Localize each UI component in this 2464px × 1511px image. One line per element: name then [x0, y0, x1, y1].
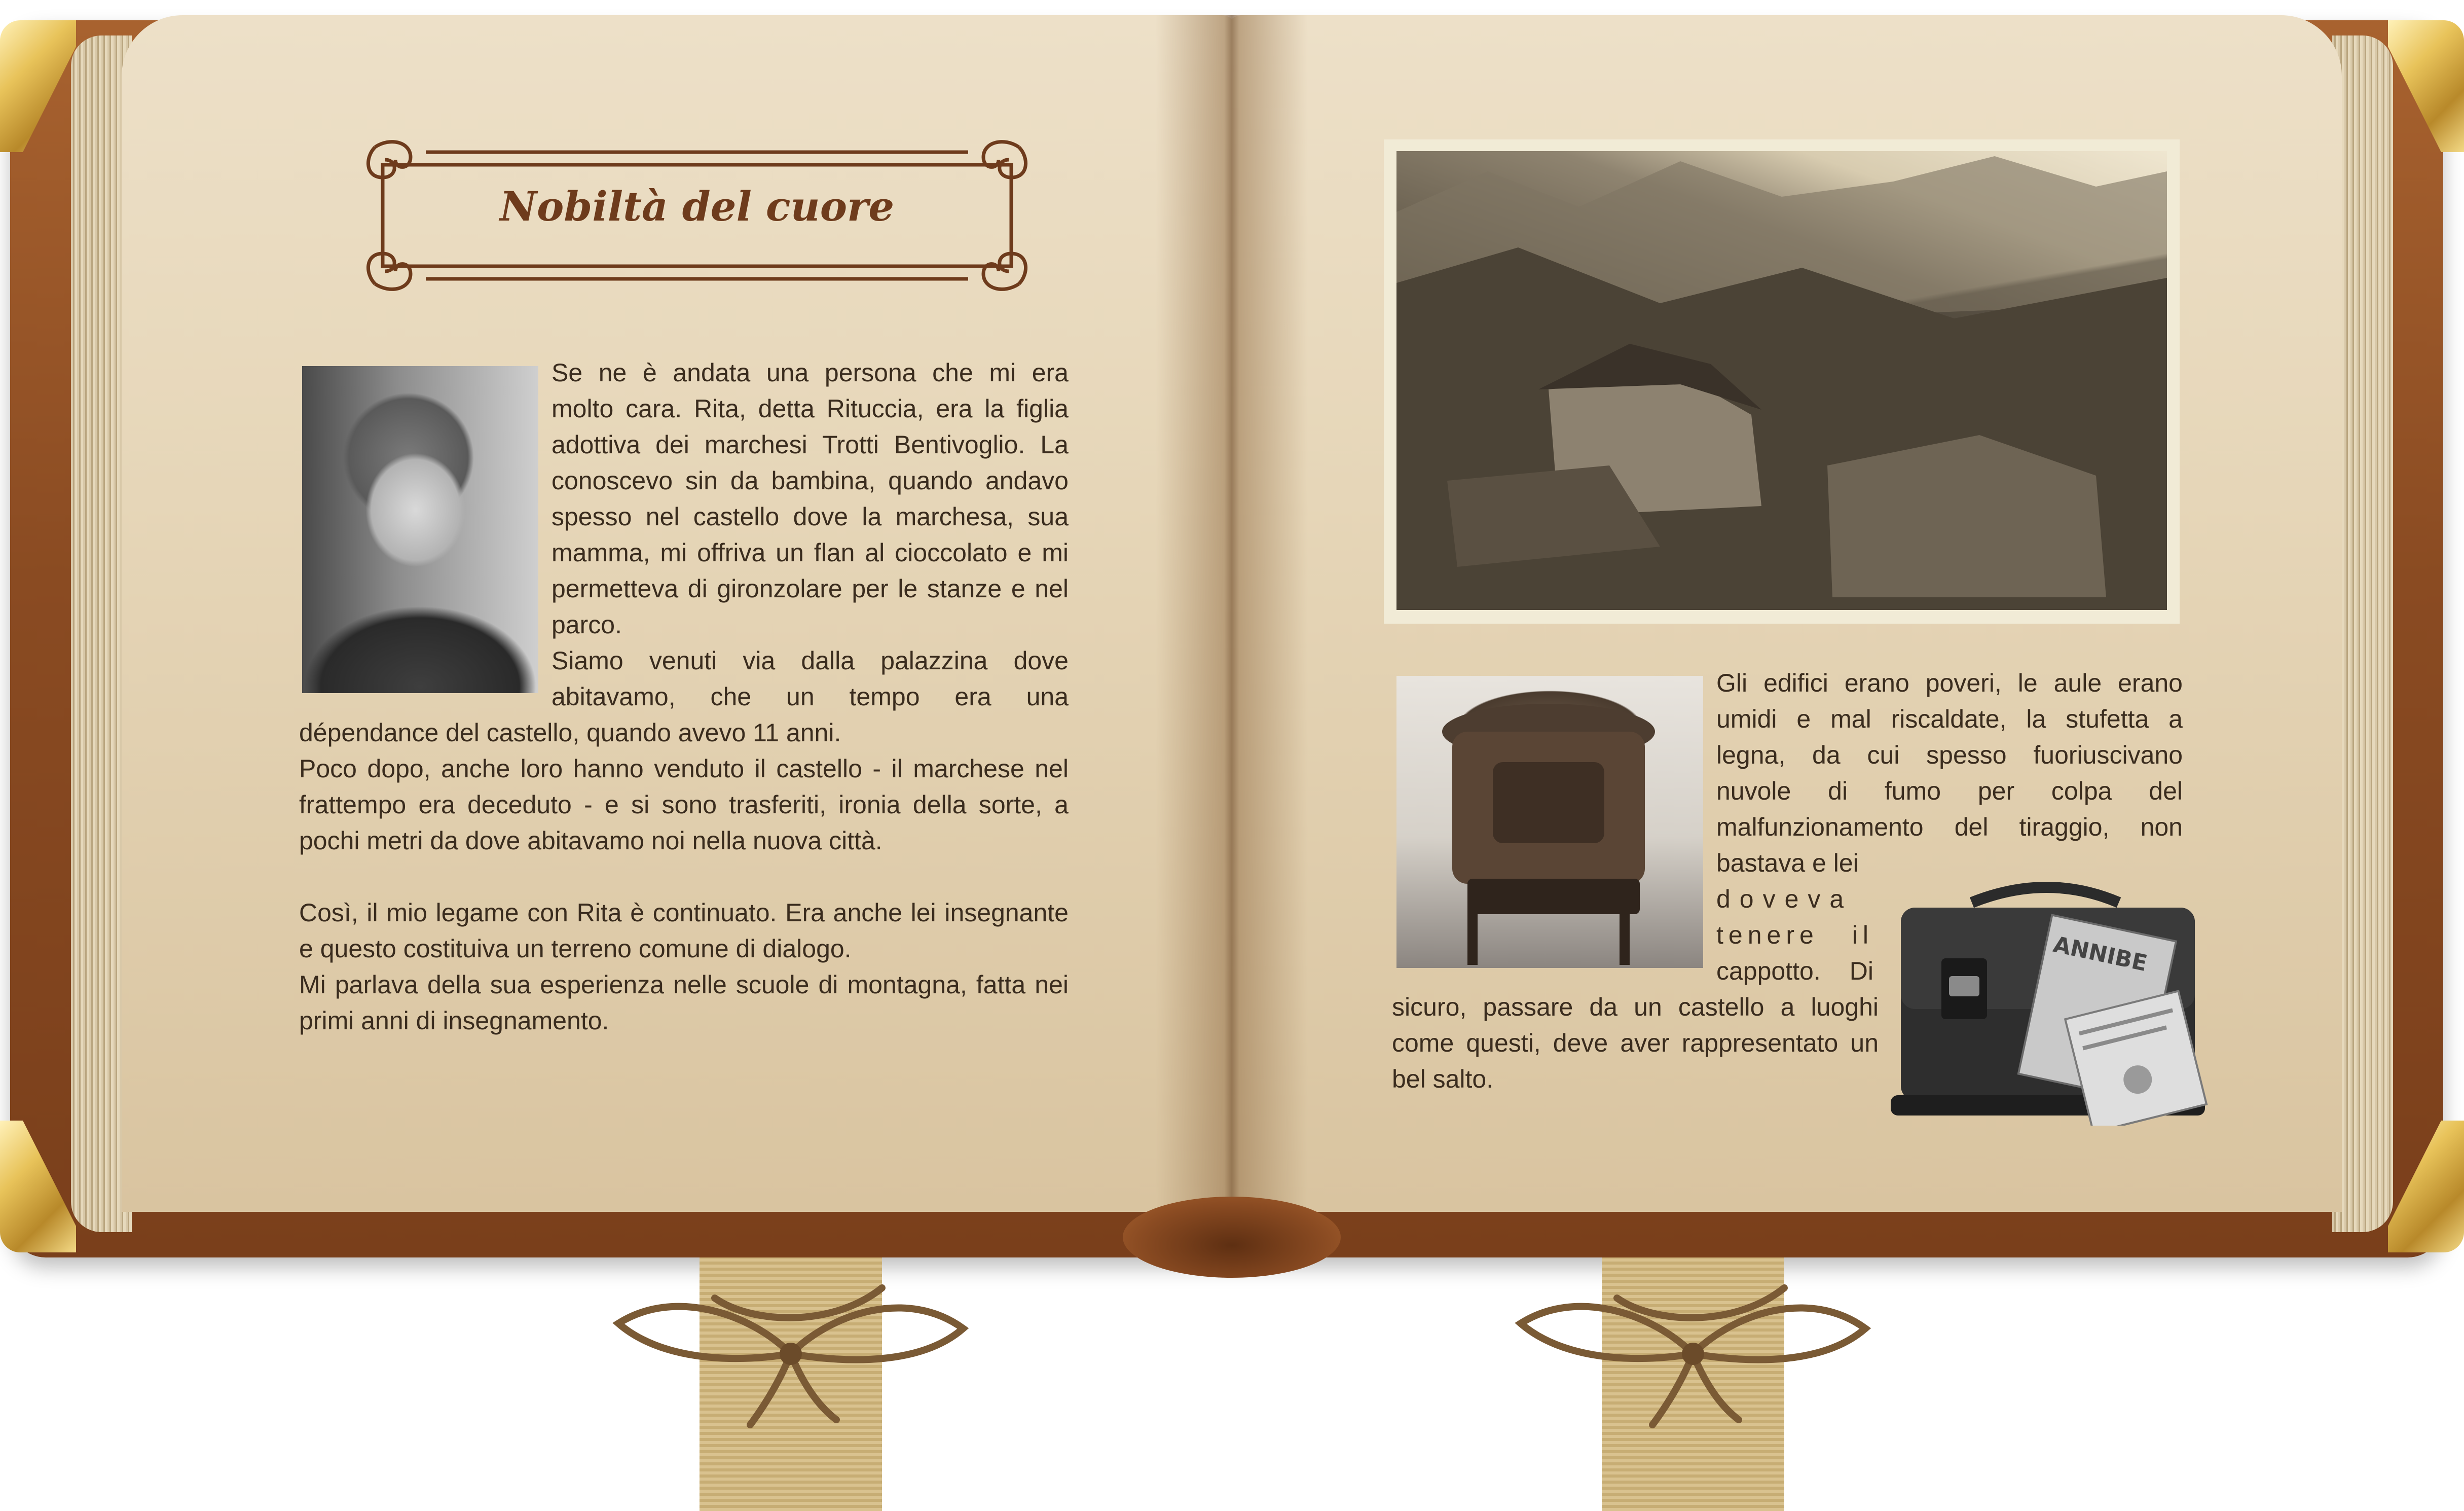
- text-line: permetteva di gironzolare per le stanze e nel: [551, 574, 1069, 603]
- text-line: abitavamo, che un tempo era una: [551, 682, 1069, 711]
- text-line: come questi, deve aver rappresentato un: [1392, 1029, 1879, 1057]
- text-line: molto cara. Rita, detta Rituccia, era la figlia: [551, 394, 1069, 423]
- mountain-village-drawing: [1396, 151, 2167, 610]
- portrait-photo: [302, 366, 538, 693]
- book-spine-shadow: [1156, 15, 1308, 1212]
- right-lower-text: [1392, 989, 1879, 1097]
- text-line: Così, il mio legame con Rita è continuato. Era anche lei insegnante: [299, 898, 1069, 927]
- text-line: sicuro, passare da un castello a luoghi: [1392, 993, 1879, 1021]
- text-line: legna, da cui spesso fuoriuscivano: [1716, 741, 2183, 769]
- text-line: nuvole di fumo per colpa del: [1716, 777, 2183, 805]
- page-title: Nobiltà del cuore: [499, 183, 895, 230]
- text-line: bel salto.: [1392, 1065, 1494, 1093]
- text-line: adottiva dei marchesi Trotti Bentivoglio. La: [551, 430, 1069, 459]
- right-upper-text: [1716, 665, 2183, 845]
- text-line: dépendance del castello, quando avevo 11 anni.: [299, 718, 841, 747]
- wood-stove-drawing: [1396, 676, 1703, 968]
- twine-bow-icon: [598, 1268, 983, 1430]
- text-line: pochi metri da dove abitavamo noi nella nuova città.: [299, 826, 882, 855]
- left-full-text: [299, 715, 1069, 1039]
- text-line: Siamo venuti via dalla palazzina dove: [551, 646, 1069, 675]
- book-spine-bottom: [1123, 1197, 1341, 1278]
- text-line: e questo costituiva un terreno comune di dialogo.: [299, 934, 852, 963]
- text-line: Mi parlava della sua esperienza nelle scuole di montagna, fatta nei: [299, 970, 1069, 999]
- right-narrow-text: [1716, 845, 1873, 989]
- text-line: parco.: [551, 610, 622, 639]
- wood-stove-photo: [1396, 676, 1703, 968]
- text-line: Se ne è andata una persona che mi era: [551, 358, 1069, 387]
- mountain-village-photo: [1396, 151, 2167, 610]
- text-line: conoscevo sin da bambina, quando andavo: [551, 466, 1069, 495]
- text-line: Gli edifici erano poveri, le aule erano: [1716, 669, 2183, 697]
- blank-line: [299, 859, 1069, 895]
- text-line: frattempo era deceduto - e si sono trasferiti, ironia della sorte, a: [299, 790, 1069, 819]
- text-line: doveva: [1716, 885, 1853, 913]
- left-wrap-text: [551, 355, 1069, 715]
- text-line: malfunzionamento del tiraggio, non: [1716, 813, 2183, 841]
- school-bag-with-books-image: [1881, 872, 2215, 1126]
- text-line: tenere il: [1716, 921, 1873, 949]
- text-line: primi anni di insegnamento.: [299, 1006, 609, 1035]
- text-line: cappotto. Di: [1716, 957, 1873, 985]
- text-line: mamma, mi offriva un flan al cioccolato e mi: [551, 538, 1069, 567]
- text-line: spesso nel castello dove la marchesa, sua: [551, 502, 1069, 531]
- twine-bow-icon: [1500, 1268, 1886, 1430]
- text-line: Poco dopo, anche loro hanno venduto il castello - il marchese nel: [299, 754, 1069, 783]
- text-line: bastava e lei: [1716, 849, 1859, 877]
- text-line: umidi e mal riscaldate, la stufetta a: [1716, 705, 2183, 733]
- bag-book-label: ANNIBE: [2051, 931, 2150, 977]
